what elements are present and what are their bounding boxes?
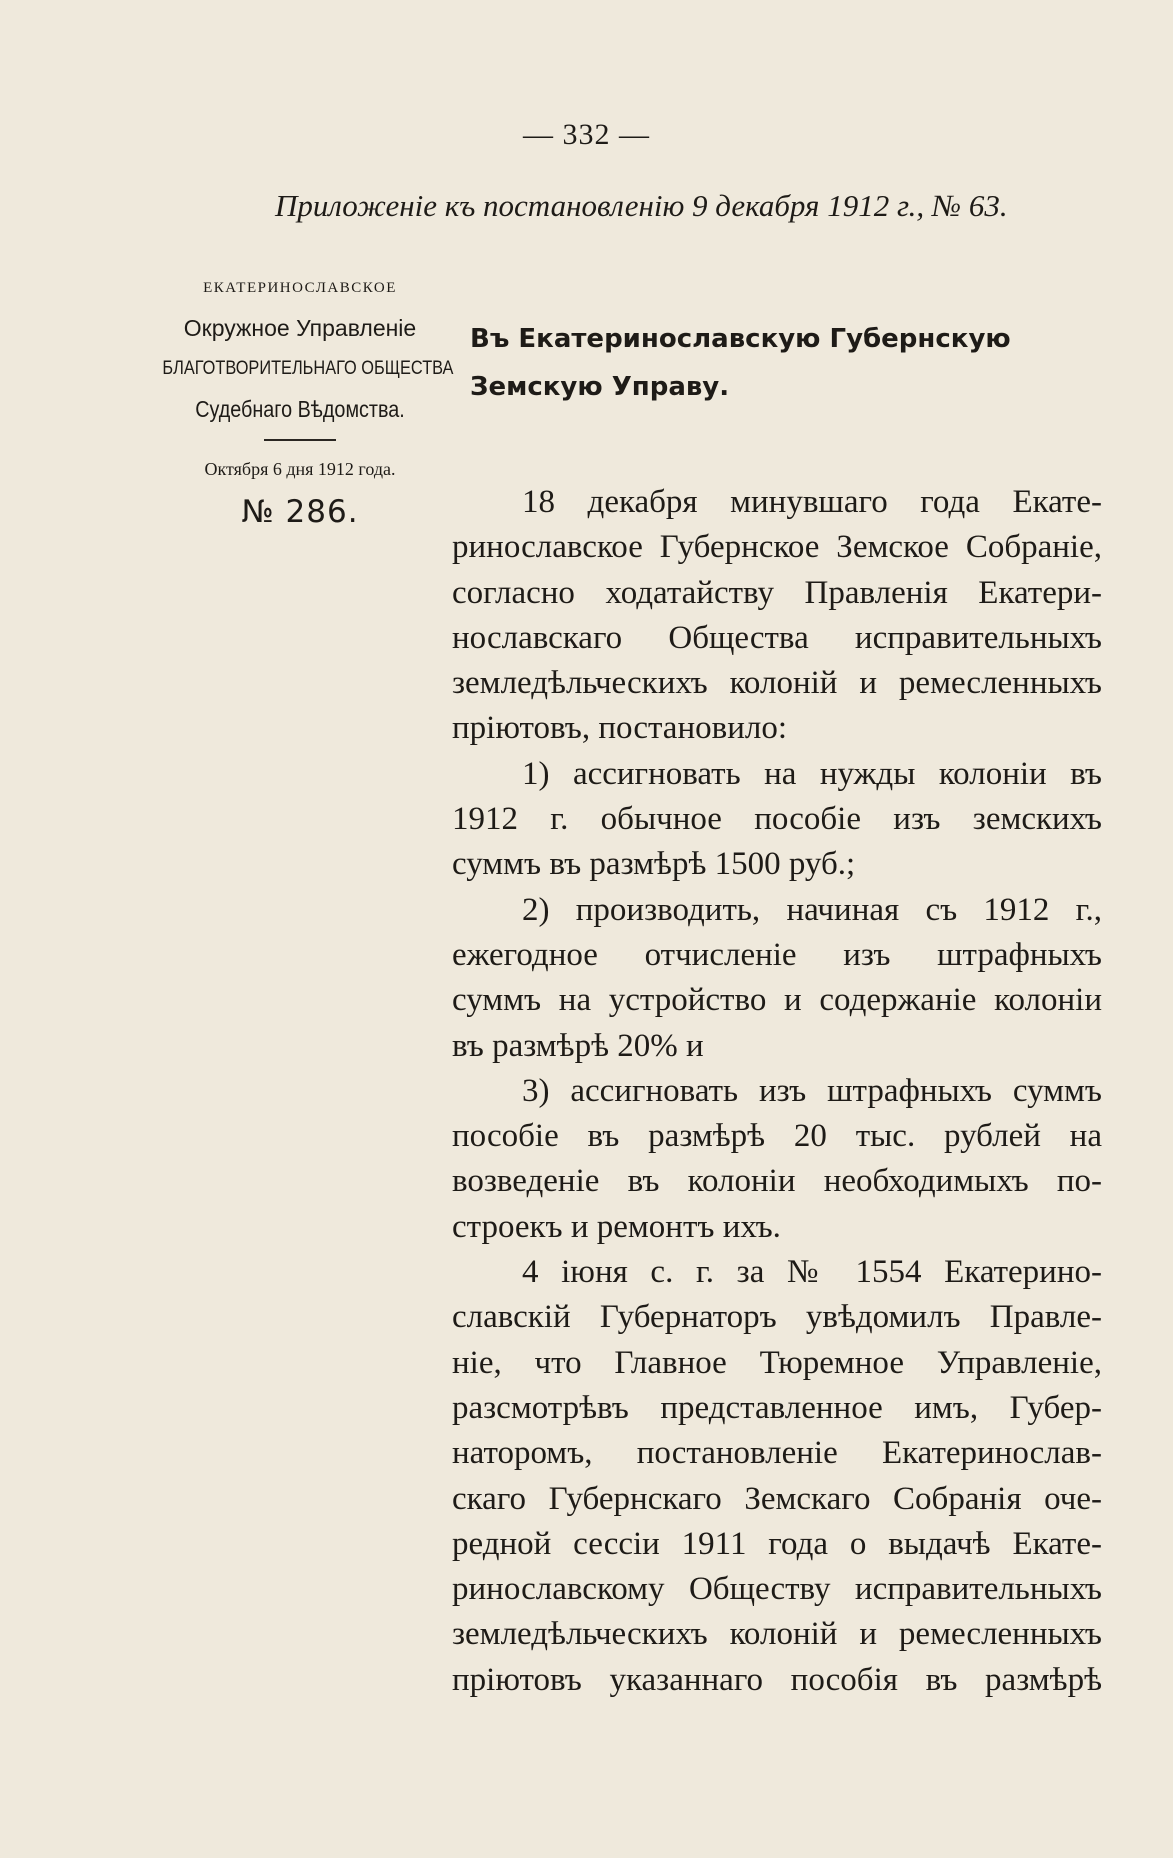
body-line: скаго Губернскаго Земскаго Собранія оче- (452, 1480, 1102, 1517)
sender-org-line-3: БЛАГОТВОРИТЕЛЬНАГО ОБЩЕСТВА (162, 358, 454, 379)
recipient-address (470, 315, 1100, 411)
address-line-2: Земскую Управу. (470, 372, 730, 402)
appendix-title: Приложеніе къ постановленію 9 декабря 1912 г., № 63. (275, 188, 1008, 223)
document-date: Октября 6 дня 1912 года. (204, 459, 396, 479)
body-line: согласно ходатайству Правленія Екатери- (452, 574, 1102, 611)
page-number: — 332 — (523, 118, 650, 151)
body-line: 3) ассигновать изъ штрафныхъ суммъ (522, 1072, 1102, 1109)
body-line: ринославское Губернское Земское Собраніе, (452, 529, 1102, 566)
sender-org-line-1: ЕКАТЕРИНОСЛАВСКОЕ (203, 280, 397, 296)
body-line: 2) производить, начиная съ 1912 г., (522, 891, 1102, 928)
document-number: № 286. (241, 494, 359, 530)
body-line: 18 декабря минувшаго года Екате- (522, 484, 1102, 520)
body-line: нославскаго Общества исправительныхъ (452, 619, 1102, 656)
body-line: наторомъ, постановленіе Екатеринослав- (452, 1435, 1102, 1472)
address-line-1: Въ Екатеринославскую Губернскую (470, 324, 1011, 354)
sender-org-line-2: Окружное Управленіе (183, 315, 417, 341)
body-line: 4 іюня с. г. за № 1554 Екатерино- (522, 1254, 1102, 1291)
body-line: пріютовъ, постановило: (452, 710, 787, 747)
body-line: ніе, что Главное Тюремное Управленіе, (452, 1344, 1102, 1381)
sender-divider (264, 439, 336, 441)
body-line: пособіе въ размѣрѣ 20 тыс. рублей на (452, 1118, 1102, 1155)
sender-org-line-4: Судебнаго Вѣдомства. (195, 396, 405, 422)
body-line: 1) ассигновать на нужды колоніи въ (522, 755, 1102, 792)
body-line: ринославскому Обществу исправительныхъ (452, 1571, 1102, 1608)
body-line: земледѣльческихъ колоній и ремесленныхъ (452, 1616, 1102, 1653)
body-line: суммъ въ размѣрѣ 1500 руб.; (452, 846, 856, 883)
body-line: редной сессіи 1911 года о выдачѣ Екате- (452, 1525, 1102, 1562)
body-line: въ размѣрѣ 20% и (452, 1027, 704, 1064)
body-line: земледѣльческихъ колоній и ремесленныхъ (452, 665, 1102, 702)
body-line: строекъ и ремонтъ ихъ. (452, 1208, 781, 1245)
body-line: 1912 г. обычное пособіе изъ земскихъ (452, 801, 1102, 838)
body-line: суммъ на устройство и содержаніе колоніи (452, 982, 1102, 1019)
letter-body (452, 480, 1102, 1703)
body-line: разсмотрѣвъ представленное имъ, Губер- (452, 1389, 1102, 1426)
body-line: славскій Губернаторъ увѣдомилъ Правле- (452, 1299, 1102, 1336)
body-line: ежегодное отчисленіе изъ штрафныхъ (452, 936, 1102, 973)
sender-block (140, 280, 460, 530)
body-line: возведеніе въ колоніи необходимыхъ по- (452, 1163, 1102, 1200)
body-line: пріютовъ указаннаго пособія въ размѣрѣ (452, 1661, 1102, 1698)
